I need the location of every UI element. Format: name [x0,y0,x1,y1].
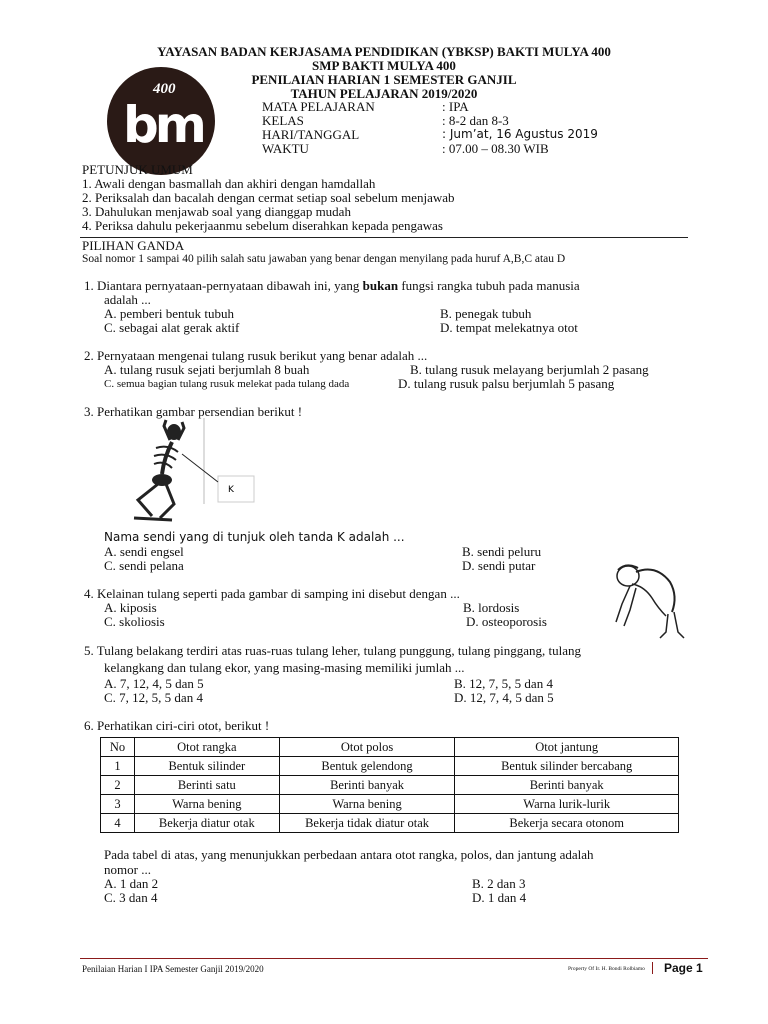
question-1 [84,278,580,293]
table-cell: Berinti banyak [455,776,679,795]
table-header: Otot jantung [455,738,679,757]
info-label-time: WAKTU [262,141,309,156]
q6-option-b[interactable]: B. 2 dan 3 [472,876,526,891]
question-5: 5. Tulang belakang terdiri atas ruas-ruas tulang leher, tulang punggung, tulang pinggang, tulang [84,643,581,658]
info-label-date: HARI/TANGGAL [262,127,360,142]
footer-rule [80,958,708,959]
table-cell: 3 [101,795,135,814]
muscle-table [100,737,679,833]
info-value-time: : 07.00 – 08.30 WIB [442,141,549,156]
question-3: 3. Perhatikan gambar persendian berikut ! [84,404,303,419]
q6-option-a[interactable]: A. 1 dan 2 [104,876,159,891]
table-row [101,814,679,833]
header-line-4: TAHUN PELAJARAN 2019/2020 [290,86,478,101]
q3-option-a[interactable]: A. sendi engsel [104,544,184,559]
q2-option-a[interactable]: A. tulang rusuk sejati berjumlah 8 buah [104,362,310,377]
kyphosis-figure [606,560,688,640]
q3-option-d[interactable]: D. sendi putar [462,558,536,573]
table-cell: Bekerja secara otonom [455,814,679,833]
q5-option-d[interactable]: D. 12, 7, 4, 5 dan 5 [454,690,554,705]
table-row [101,776,679,795]
table-cell: Bentuk silinder [134,757,279,776]
table-cell: Warna bening [134,795,279,814]
info-value-date: : Jum’at, 16 Agustus 2019 [442,127,598,141]
petunjuk-item: 4. Periksa dahulu pekerjaanmu sebelum diserahkan kepada pengawas [82,218,443,233]
petunjuk-item: 1. Awali dengan basmallah dan akhiri dengan hamdallah [82,176,376,191]
marker-k: K [228,485,234,495]
table-row [101,757,679,776]
q3-option-c[interactable]: C. sendi pelana [104,558,184,573]
logo-letters: bm [123,96,203,154]
pilihan-instruction: Soal nomor 1 sampai 40 pilih salah satu jawaban yang benar dengan menyilang pada huruf A,B,C atau D [82,253,566,265]
info-value-class: : 8-2 dan 8-3 [442,113,509,128]
skeleton-image [112,418,262,530]
question-6: 6. Perhatikan ciri-ciri otot, berikut ! [84,718,270,733]
table-cell: Berinti banyak [279,776,455,795]
table-header-row [101,738,679,757]
table-cell: Warna lurik-lurik [455,795,679,814]
table-header: Otot polos [279,738,455,757]
q4-option-d[interactable]: D. osteoporosis [466,614,547,629]
q3-option-b[interactable]: B. sendi peluru [462,544,542,559]
table-cell: Warna bening [279,795,455,814]
table-row [101,795,679,814]
question-1-line-2: adalah ... [104,292,151,307]
q5-option-b[interactable]: B. 12, 7, 5, 5 dan 4 [454,676,553,691]
q1-option-c[interactable]: C. sebagai alat gerak aktif [104,320,240,335]
question-1-text: 1. Diantara pernyataan-pernyataan dibawah ini, yang [84,278,363,293]
q5-option-c[interactable]: C. 7, 12, 5, 5 dan 4 [104,690,203,705]
q2-option-d[interactable]: D. tulang rusuk palsu berjumlah 5 pasang [398,376,615,391]
q4-option-a[interactable]: A. kiposis [104,600,157,615]
question-3-text: Nama sendi yang di tunjuk oleh tanda K adalah ... [104,530,405,544]
pilihan-title: PILIHAN GANDA [82,238,185,253]
petunjuk-item: 2. Periksalah dan bacalah dengan cermat setiap soal sebelum menjawab [82,190,455,205]
table-cell: Bekerja tidak diatur otak [279,814,455,833]
school-logo [107,67,215,175]
question-6-text: Pada tabel di atas, yang menunjukkan perbedaan antara otot rangka, polos, dan jantung adalah [104,847,594,862]
header-line-1: YAYASAN BADAN KERJASAMA PENDIDIKAN (YBKSP) BAKTI MULYA 400 [157,44,611,59]
logo-number: 400 [153,81,176,97]
footer-separator [652,962,653,974]
q6-option-d[interactable]: D. 1 dan 4 [472,890,527,905]
info-value-subject: : IPA [442,99,469,114]
footer-left: Penilaian Harian I IPA Semester Ganjil 2019/2020 [82,964,264,974]
question-6-line-2: nomor ... [104,862,151,877]
table-cell: 2 [101,776,135,795]
question-4: 4. Kelainan tulang seperti pada gambar di samping ini disebut dengan ... [84,586,460,601]
q1-option-d[interactable]: D. tempat melekatnya otot [440,320,578,335]
question-5-line-2: kelangkang dan tulang ekor, yang masing-masing memiliki jumlah ... [104,660,465,675]
q1-option-b[interactable]: B. penegak tubuh [440,306,532,321]
petunjuk-item: 3. Dahulukan menjawab soal yang dianggap mudah [82,204,351,219]
table-header: Otot rangka [134,738,279,757]
q2-option-c[interactable]: C. semua bagian tulang rusuk melekat pada tulang dada [104,378,350,390]
petunjuk-title: PETUNJUK UMUM [82,162,193,177]
question-1-text-end: fungsi rangka tubuh pada manusia [398,278,580,293]
header-line-2: SMP BAKTI MULYA 400 [312,58,456,73]
header-line-3: PENILAIAN HARIAN 1 SEMESTER GANJIL [251,72,517,87]
q6-option-c[interactable]: C. 3 dan 4 [104,890,158,905]
q4-option-c[interactable]: C. skoliosis [104,614,165,629]
question-2: 2. Pernyataan mengenai tulang rusuk berikut yang benar adalah ... [84,348,428,363]
table-cell: 1 [101,757,135,776]
q5-option-a[interactable]: A. 7, 12, 4, 5 dan 5 [104,676,204,691]
footer-owner: Property Of Ir. H. Bondi Rolbiamo [568,966,645,972]
question-1-emphasis: bukan [362,278,399,293]
table-header: No [101,738,135,757]
info-label-class: KELAS [262,113,304,128]
page-number: Page 1 [664,961,703,975]
info-label-subject: MATA PELAJARAN [262,99,375,114]
table-cell: 4 [101,814,135,833]
q2-option-b[interactable]: B. tulang rusuk melayang berjumlah 2 pasang [410,362,649,377]
table-cell: Bentuk silinder bercabang [455,757,679,776]
table-cell: Berinti satu [134,776,279,795]
table-cell: Bentuk gelendong [279,757,455,776]
q4-option-b[interactable]: B. lordosis [463,600,520,615]
table-cell: Bekerja diatur otak [134,814,279,833]
q1-option-a[interactable]: A. pemberi bentuk tubuh [104,306,234,321]
